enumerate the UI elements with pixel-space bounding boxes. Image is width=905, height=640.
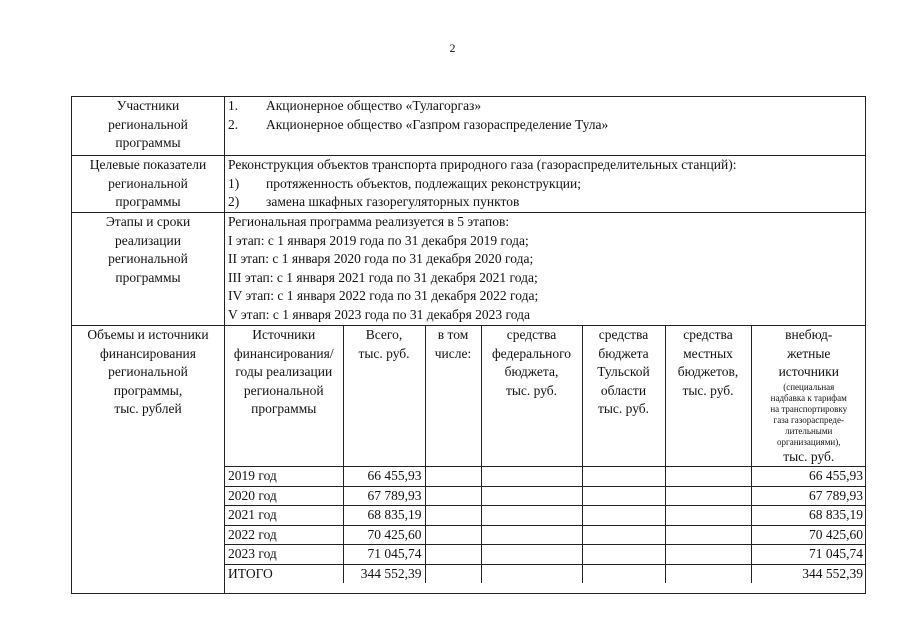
extra-budget-cell: 70 425,60	[751, 525, 866, 545]
empty-cell	[481, 545, 582, 565]
header-including: в том числе:	[425, 326, 481, 467]
table-row	[225, 506, 866, 526]
total-cell: 68 835,19	[343, 506, 425, 526]
stages-label: Этапы и сроки реализации региональной программы	[72, 213, 225, 326]
table-row	[225, 545, 866, 565]
empty-cell	[425, 467, 481, 487]
participant-item: 1. Акционерное общество «Тулагоргаз»	[228, 98, 482, 113]
empty-cell	[481, 506, 582, 526]
targets-label: Целевые показатели региональной программы	[72, 156, 225, 213]
empty-cell	[665, 506, 751, 526]
table-row	[225, 467, 866, 487]
empty-cell	[665, 486, 751, 506]
extra-budget-cell: 66 455,93	[751, 467, 866, 487]
table-row	[225, 525, 866, 545]
financing-table	[225, 326, 866, 583]
total-cell: 67 789,93	[343, 486, 425, 506]
targets-content	[225, 156, 866, 213]
year-cell: 2022 год	[225, 525, 343, 545]
empty-cell	[582, 506, 665, 526]
year-cell: 2019 год	[225, 467, 343, 487]
empty-cell	[582, 486, 665, 506]
financing-row	[72, 326, 866, 594]
extra-budget-cell: 68 835,19	[751, 506, 866, 526]
stages-line: III этап: с 1 января 2021 года по 31 декабря 2021 года;	[228, 269, 538, 285]
extra-budget-cell: 71 045,74	[751, 545, 866, 565]
empty-cell	[481, 525, 582, 545]
empty-cell	[665, 545, 751, 565]
empty-cell	[425, 545, 481, 565]
empty-cell	[582, 564, 665, 583]
targets-row	[72, 156, 866, 213]
financing-label: Объемы и источники финансирования региональной программы, тыс. рублей	[72, 326, 225, 594]
stages-line: V этап: с 1 января 2023 года по 31 декабря 2023 года	[228, 306, 530, 322]
header-total: Всего, тыс. руб.	[343, 326, 425, 467]
total-cell: 71 045,74	[343, 545, 425, 565]
table-row-total	[225, 564, 866, 583]
empty-cell	[665, 467, 751, 487]
target-item: 1) протяженность объектов, подлежащих реконструкции;	[228, 175, 582, 191]
total-cell: 66 455,93	[343, 467, 425, 487]
header-extra-budget: внебюд- жетные источники (специальная надбавка к тарифам на транспортировку газа газораспреде- лительными организациями), тыс. руб.	[751, 326, 866, 467]
year-cell: ИТОГО	[225, 564, 343, 583]
extra-budget-cell: 67 789,93	[751, 486, 866, 506]
total-cell: 344 552,39	[343, 564, 425, 583]
empty-cell	[481, 467, 582, 487]
financing-content	[225, 326, 866, 594]
stages-row	[72, 213, 866, 326]
empty-cell	[665, 525, 751, 545]
empty-cell	[425, 506, 481, 526]
header-federal: средства федерального бюджета, тыс. руб.	[481, 326, 582, 467]
participants-row	[72, 97, 866, 156]
year-cell: 2023 год	[225, 545, 343, 565]
empty-cell	[425, 525, 481, 545]
stages-content	[225, 213, 866, 326]
empty-cell	[582, 525, 665, 545]
total-cell: 70 425,60	[343, 525, 425, 545]
participants-label: Участники региональной программы	[72, 97, 225, 156]
program-passport-table	[71, 96, 866, 594]
table-row	[225, 486, 866, 506]
empty-cell	[481, 564, 582, 583]
year-cell: 2020 год	[225, 486, 343, 506]
participants-content	[225, 97, 866, 156]
header-local: средства местных бюджетов, тыс. руб.	[665, 326, 751, 467]
stages-line: IV этап: с 1 января 2022 года по 31 декабря 2022 года;	[228, 288, 539, 303]
page-number: 2	[449, 41, 456, 55]
empty-cell	[425, 564, 481, 583]
year-cell: 2021 год	[225, 506, 343, 526]
empty-cell	[582, 467, 665, 487]
empty-cell	[582, 545, 665, 565]
participant-item: 2. Акционерное общество «Газпром газораспределение Тула»	[228, 116, 609, 132]
empty-cell	[425, 486, 481, 506]
empty-cell	[665, 564, 751, 583]
stages-line: I этап: с 1 января 2019 года по 31 декабря 2019 года;	[228, 232, 529, 248]
financing-header-row	[225, 326, 866, 467]
stages-line: Региональная программа реализуется в 5 этапов:	[228, 214, 510, 229]
header-regional: средства бюджета Тульской области тыс. руб.	[582, 326, 665, 467]
targets-intro: Реконструкция объектов транспорта природного газа (газораспределительных станций):	[228, 157, 737, 172]
extra-budget-cell: 344 552,39	[751, 564, 866, 583]
stages-line: II этап: с 1 января 2020 года по 31 декабря 2020 года;	[228, 251, 534, 266]
header-sources: Источники финансирования/ годы реализации региональной программы	[225, 326, 343, 467]
target-item: 2) замена шкафных газорегуляторных пунктов	[228, 194, 520, 209]
empty-cell	[481, 486, 582, 506]
